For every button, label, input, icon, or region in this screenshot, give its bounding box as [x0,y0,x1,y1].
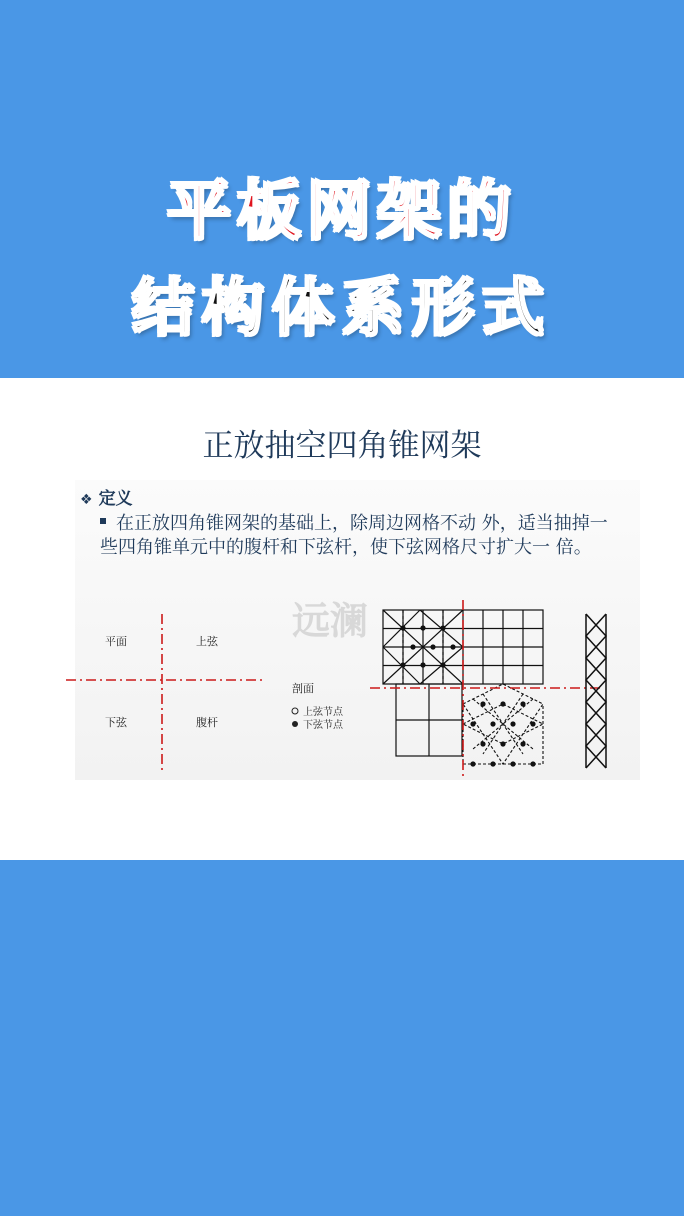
watermark: 远澜 [292,600,369,643]
slide-panel [0,378,684,860]
top-node-legend-icon [292,708,298,714]
top-chord-label: 上弦 [196,635,218,648]
diamond-bullet-icon: ❖ [80,492,93,508]
definition-text-block [100,512,620,560]
definition-heading [80,484,133,509]
plan-label: 平面 [105,635,127,648]
legend-top-node: 上弦节点 [303,707,343,718]
title-line-2: 结构体系形式 [131,271,552,344]
definition-heading-label: 定义 [98,489,133,509]
title-line-1: 平板网架的 [167,175,517,249]
slide-title: 正放抽空四角锥网架 [202,428,482,464]
plan-axes [66,614,262,772]
footer-band [0,860,684,1216]
section-label: 剖面 [292,682,314,695]
square-bullet-icon [100,518,106,524]
bottom-chord-label: 下弦 [105,716,127,729]
definition-text: 在正放四角锥网架的基础上，除周边网格不动 外，适当抽掉一些四角锥单元中的腹杆和下弦杆，使下弦网格尺寸扩大一 倍。 [100,513,608,558]
bottom-node-legend-icon [292,721,298,727]
legend-bottom-node: 下弦节点 [303,720,343,731]
web-label: 腹杆 [196,716,218,729]
truss-section [586,614,606,768]
grid-figure [0,600,684,800]
